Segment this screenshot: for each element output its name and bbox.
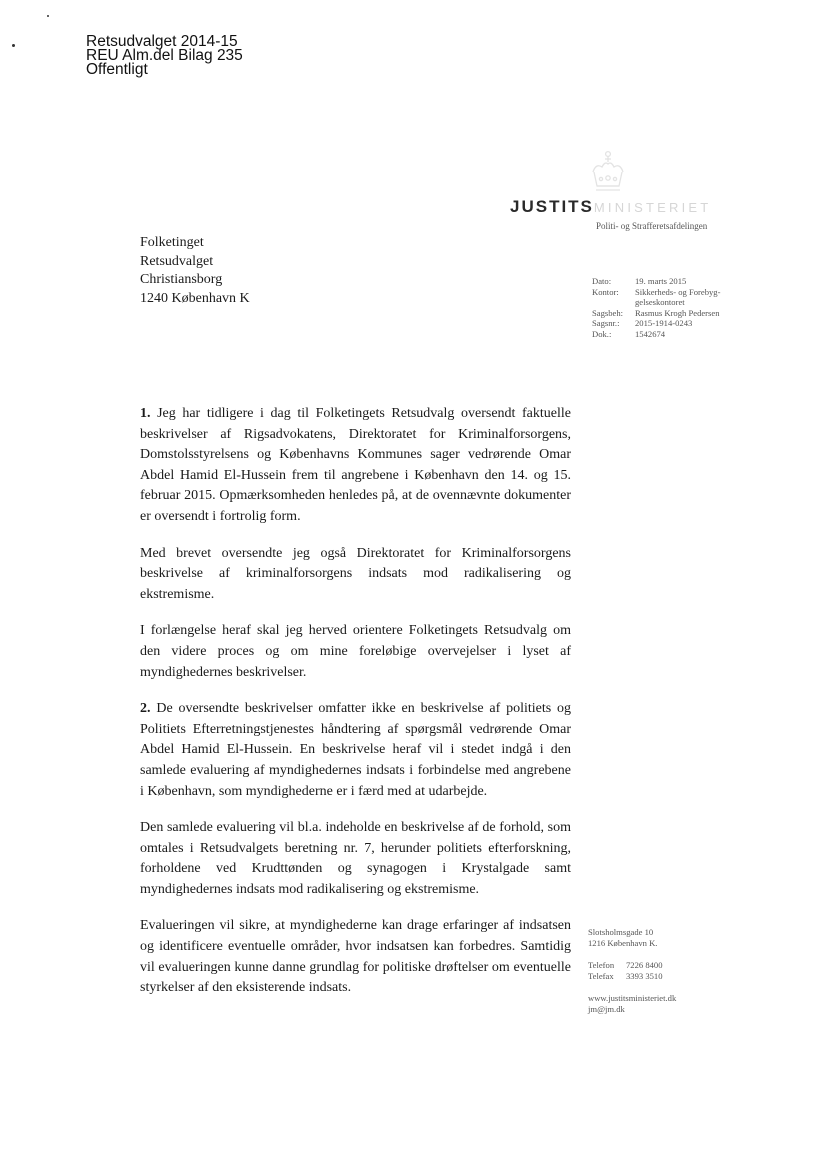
recipient-line: Retsudvalget: [140, 253, 214, 269]
meta-case-officer: Rasmus Krogh Pedersen: [635, 307, 720, 318]
recipient-line: 1240 København K: [140, 291, 250, 307]
logo-part-ministeriet: MINISTERIET: [593, 200, 712, 215]
meta-label: Dok.:: [592, 328, 612, 339]
paragraph: Evalueringen vil sikre, at myndighederne kan drage erfaringer af indsatsen og identificere eventuelle områder, hvor indsatsen kan forbedres. Samtidig vil evalueringen kunne danne grundlag for politiske drøftelser om eventuelle styrkelser af den eksisterende indsats.: [140, 918, 571, 996]
letter-metadata: [592, 276, 720, 340]
fax-row: [588, 971, 676, 982]
meta-case-number: 2015-1914-0243: [635, 318, 693, 329]
phone-value: 7226 8400: [626, 960, 663, 971]
website: www.justitsministeriet.dk: [588, 993, 677, 1004]
stamp-status: Offentligt: [86, 61, 148, 78]
recipient-address: [140, 234, 250, 309]
logo-part-justits: JUSTITS: [510, 197, 594, 216]
fax-label: Telefax: [588, 970, 614, 981]
meta-office: [635, 287, 720, 308]
paragraph: Den samlede evaluering vil bl.a. indeholde en beskrivelse af de forhold, som omtales i Retsudvalgets beretning nr. 7, herunder politiets efterforskning, forholdene ved Krudttønden og synagogen i Krystalgade samt myndighedernes indsats mod radikalisering og ekstremisme.: [140, 820, 571, 897]
ministry-logo: [510, 197, 711, 217]
paragraph-text: De oversendte beskrivelser omfatter ikke en beskrivelse af politiets og Politiets Efterretningstjenestes håndtering af spørgsmål vedrørende Omar Abdel Hamid El-Hussein. En beskrivelse heraf vil i stedet indgå i den samlede evaluering af myndighedernes indsats i forbindelse med angrebene i København, som myndighederne er i færd med at udarbejde.: [140, 701, 572, 799]
stamp-appendix: REU Alm.del Bilag 235: [86, 47, 243, 64]
recipient-line: Folketinget: [140, 235, 204, 250]
fax-value: 3393 3510: [626, 970, 663, 981]
phone-row: [588, 960, 676, 971]
paragraph-text: Jeg har tidligere i dag til Folketingets Retsudvalg oversendt faktuelle beskrivelser af Rigsadvokatens, Direktoratet for Kriminalforsorgens, Domstolsstyrelsens og Københavns Kommunes sager vedrørende Omar Abdel Hamid El-Hussein frem til angrebene i København den 14. og 15. februar 2015. Opmærksomheden henledes på, at de ovennævnte dokumenter er oversendt i fortrolig form.: [140, 406, 571, 524]
crown-icon: [588, 150, 628, 194]
department-name: Politi- og Strafferetsafdelingen: [596, 221, 708, 231]
meta-label: Sagsnr.:: [592, 318, 620, 329]
phone-label: Telefon: [588, 960, 615, 971]
phone-numbers: [588, 960, 676, 981]
scan-speck: [12, 44, 15, 47]
scan-speck: [47, 15, 49, 17]
paragraph: I forlængelse heraf skal jeg herved orientere Folketingets Retsudvalg om den videre proces og om mine foreløbige overvejelser i lyset af myndighedernes beskrivelser.: [140, 623, 571, 680]
letter-body: [140, 404, 571, 1015]
paragraph: Med brevet oversendte jeg også Direktoratet for Kriminalforsorgens beskrivelse af kriminalforsorgens indsats mod radikalisering og ekstremisme.: [140, 545, 571, 602]
section-number: 2.: [140, 701, 151, 717]
stamp-committee: Retsudvalget 2014-15: [86, 33, 238, 50]
archive-stamp: [86, 35, 243, 77]
meta-label: Kontor:: [592, 286, 619, 297]
meta-office-line: Sikkerheds- og Forebyg-: [635, 286, 721, 297]
address-street: Slotsholmsgade 10: [588, 927, 654, 937]
meta-office-line: gelseskontoret: [635, 297, 685, 308]
meta-document-number: 1542674: [635, 328, 666, 339]
address-city: 1216 København K.: [588, 937, 658, 948]
ministry-contact: [588, 927, 676, 1015]
paragraph: [140, 699, 571, 802]
email: jm@jm.dk: [588, 1003, 625, 1014]
meta-label: Dato:: [592, 276, 612, 286]
paragraph: [140, 404, 571, 528]
meta-date: 19. marts 2015: [635, 276, 687, 286]
section-number: 1.: [140, 406, 151, 421]
meta-label: Sagsbeh:: [592, 307, 624, 318]
recipient-line: Christiansborg: [140, 272, 223, 288]
address: [588, 927, 676, 948]
